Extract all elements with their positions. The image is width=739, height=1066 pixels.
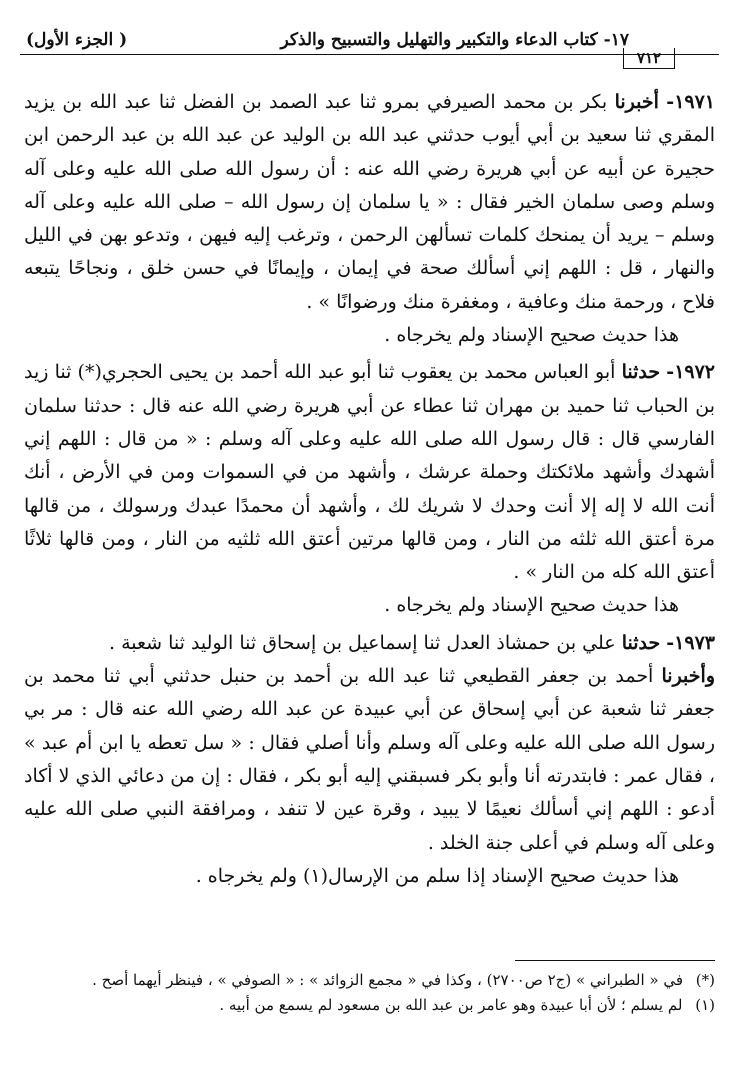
hadith-verdict: هذا حديث صحيح الإسناد إذا سلم من الإرسال(١) ولم يخرجاه .	[195, 864, 679, 887]
running-header	[20, 28, 719, 54]
hadith-verdict: هذا حديث صحيح الإسناد ولم يخرجاه .	[384, 324, 679, 347]
footnote-rule	[515, 960, 715, 961]
main-text	[24, 86, 715, 893]
chapter-title: ١٧- كتاب الدعاء والتكبير والتهليل والتسبيح والذكر	[280, 30, 629, 50]
hadith-number: ١٩٧١-	[666, 91, 716, 113]
hadith-text: أحمد بن جعفر القطيعي ثنا عبد الله بن أحمد بن حنبل حدثني أبي ثنا محمد بن جعفر ثنا شعبة عن أبي إسحاق عن أبي عبيدة عن عبد الله رضي الله عنه قال : مر بي رسول الله صلى الله عليه وعلى آله وسلم وأنا أصلي فقال : « سل تعطه يا ابن أم عبد » ، فقال عمر : فابتدرته أنا وأبو بكر فسبقني إليه أبو بكر ، فقال : إن من دعائي الذي لا أكاد أدعو : اللهم إني أسألك نعيمًا لا يبيد ، وقرة عين لا تنفد ، ومرافقة النبي صلى الله عليه وعلى آله وسلم في أعلى جنة الخلد .	[24, 665, 715, 854]
hadith-1971	[24, 86, 715, 319]
header-rule	[20, 54, 719, 55]
page-number: ٧١٢	[623, 48, 675, 69]
hadith-number: ١٩٧٢-	[666, 361, 716, 384]
volume-label: ( الجزء الأول)	[26, 30, 128, 50]
hadith-1973	[24, 627, 715, 660]
footnotes	[24, 968, 715, 1018]
hadith-number: ١٩٧٣-	[666, 631, 715, 654]
hadith-verdict: هذا حديث صحيح الإسناد ولم يخرجاه .	[384, 594, 679, 617]
narration-keyword: وأخبرنا	[661, 665, 715, 688]
footnote	[24, 968, 715, 993]
hadith-text: بكر بن محمد الصيرفي بمرو ثنا عبد الصمد بن الفضل ثنا عبد الله بن يزيد المقري ثنا سعيد بن أبي أيوب حدثني عبد الله بن الوليد عن عبد الله بن عبد الرحمن ابن حجيرة عن أبيه عن أبي هريرة رضي الله عنه : أن رسول الله صلى الله عليه وعلى آله وسلم وصى سلمان الخير فقال : « يا سلمان إن رسول الله – صلى الله عليه وعلى آله وسلم – يريد أن يمنحك كلمات تسألهن الرحمن ، وترغب إليه فيهن ، وتدعو بهن في الليل والنهار ، قل : اللهم إني أسألك صحة في إيمان ، وإيمانًا في حسن خلق ، ونجاحًا يتبعه فلاح ، ورحمة منك وعافية ، ومغفرة منك ورضوانًا » .	[24, 91, 715, 313]
footnote-text: لم يسلم ؛ لأن أبا عبيدة وهو عامر بن عبد الله بن مسعود لم يسمع من أبيه .	[219, 996, 683, 1014]
hadith-text: أبو العباس محمد بن يعقوب ثنا أبو عبد الله أحمد بن يحيى الحجري(*) ثنا زيد بن الحباب ثنا حميد بن مهران ثنا عطاء عن أبي هريرة رضي الله عنه قال : حدثنا سلمان الفارسي قال : قال رسول الله صلى الله عليه وعلى آله وسلم : « من قال : اللهم إني أشهدك وأشهد ملائكتك وحملة عرشك ، وأشهد من في السموات ومن في الأرض ، أنك أنت الله لا إله إلا أنت وحدك لا شريك لك ، وأشهد أن محمدًا عبدك ورسولك ، من قالها مرة أعتق الله ثلثه من النار ، ومن قالها مرتين أعتق الله ثلثيه من النار ، ومن قالها ثلاثًا أعتق الله كله من النار » .	[24, 361, 715, 584]
narration-keyword: أخبرنا	[614, 91, 659, 113]
footnote-mark: (*)	[695, 971, 715, 989]
hadith-1972	[24, 356, 715, 589]
narration-keyword: حدثنا	[621, 361, 661, 384]
footnote	[24, 993, 715, 1018]
narration-keyword: حدثنا	[621, 631, 661, 654]
footnote-mark: (١)	[695, 996, 715, 1014]
hadith-text: علي بن حمشاذ العدل ثنا إسماعيل بن إسحاق ثنا الوليد ثنا شعبة .	[108, 631, 616, 654]
hadith-1973-second-chain	[24, 660, 715, 860]
footnote-text: في « الطبراني » (ج٢ ص٢٧٠٠) ، وكذا في « مجمع الزوائد » : « الصوفي » ، فينظر أيهما أصح .	[92, 971, 683, 989]
